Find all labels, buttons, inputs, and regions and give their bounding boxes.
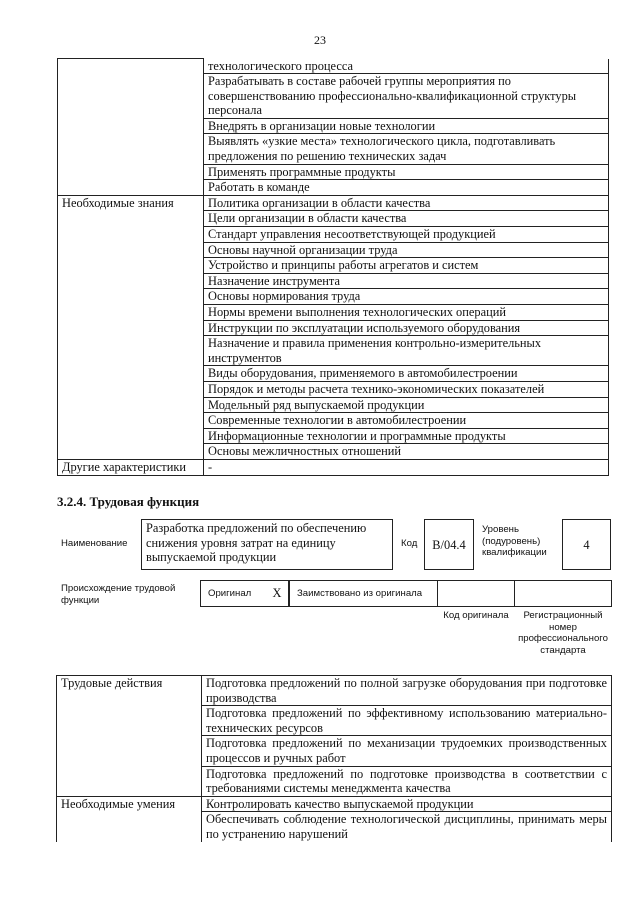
qualification-level-value: 4	[562, 519, 611, 570]
table-row: Цели организации в области качества	[204, 211, 609, 227]
registration-number-caption: Регистрационный номер профессионального стандарта	[518, 610, 608, 656]
table-row: Устройство и принципы работы агрегатов и систем	[204, 258, 609, 274]
table-row: Виды оборудования, применяемого в автомобилестроении	[204, 366, 609, 382]
other-characteristics-value: -	[204, 459, 609, 475]
labor-actions-table	[56, 675, 612, 842]
section-title: 3.2.4. Трудовая функция	[57, 494, 200, 509]
table-row: Разрабатывать в составе рабочей группы мероприятия по совершенствованию профессионально-квалификационной структуры персонала	[204, 74, 609, 119]
code-label: Код	[401, 538, 418, 549]
other-characteristics-label: Другие характеристики	[58, 459, 204, 475]
table-row: Современные технологии в автомобилестроении	[204, 413, 609, 429]
table-row: Нормы времени выполнения технологических операций	[204, 305, 609, 321]
borrowed-label: Заимствовано из оригинала	[297, 588, 423, 599]
divider	[514, 581, 515, 606]
code-original-caption: Код оригинала	[443, 610, 509, 621]
table-row: Политика организации в области качества	[204, 195, 609, 211]
function-name-box: Разработка предложений по обеспечению снижения уровня затрат на единицу выпускаемой продукции	[141, 519, 393, 570]
divider	[437, 581, 438, 606]
qualification-level-label: Уровень (подуровень) квалификации	[482, 524, 547, 558]
table-row: Подготовка предложений по эффективному использованию материально-технических ресурсов	[202, 706, 612, 736]
origin-label: Происхождение трудовой функции	[61, 583, 176, 606]
table-row: Информационные технологии и программные продукты	[204, 428, 609, 444]
table-row: Основы межличностных отношений	[204, 444, 609, 460]
table-row: Работать в команде	[204, 180, 609, 196]
name-label: Наименование	[61, 538, 128, 549]
table-row: Модельный ряд выпускаемой продукции	[204, 397, 609, 413]
table-row: Основы нормирования труда	[204, 289, 609, 305]
table-row: Порядок и методы расчета технико-экономических показателей	[204, 381, 609, 397]
table-row: Основы научной организации труда	[204, 242, 609, 258]
table-row: Обеспечивать соблюдение технологической дисциплины, принимать меры по устранению нарушений	[202, 812, 612, 842]
skills-continued-label-cell	[58, 59, 204, 196]
table-row: Подготовка предложений по подготовке производства в соответствии с требованиями системы менеджмента качества	[202, 766, 612, 796]
table-row: Стандарт управления несоответствующей продукцией	[204, 227, 609, 243]
table-row: Назначение инструмента	[204, 273, 609, 289]
required-skills-label: Необходимые умения	[57, 796, 202, 841]
table-row: Применять программные продукты	[204, 164, 609, 180]
table-row: Контролировать качество выпускаемой продукции	[202, 796, 612, 812]
table-row: Инструкции по эксплуатации используемого оборудования	[204, 320, 609, 336]
table-row: Назначение и правила применения контрольно-измерительных инструментов	[204, 336, 609, 366]
knowledge-label: Необходимые знания	[58, 195, 204, 459]
table-row: Внедрять в организации новые технологии	[204, 118, 609, 134]
original-label: Оригинал	[208, 588, 252, 599]
code-value-box: В/04.4	[424, 519, 474, 570]
labor-actions-label: Трудовые действия	[57, 676, 202, 797]
page-number: 23	[314, 33, 326, 47]
table-row: Подготовка предложений по механизации трудоемких производственных процессов и ручных работ	[202, 736, 612, 766]
divider	[288, 580, 289, 607]
divider	[289, 581, 290, 606]
table-row: Выявлять «узкие места» технологического цикла, подготавливать предложения по решению технических задач	[204, 134, 609, 164]
skills-knowledge-table	[57, 58, 609, 476]
original-mark: X	[272, 586, 282, 600]
table-row: Подготовка предложений по полной загрузке оборудования при подготовке производства	[202, 676, 612, 706]
origin-row	[200, 580, 612, 607]
table-row: технологического процесса	[204, 59, 609, 74]
